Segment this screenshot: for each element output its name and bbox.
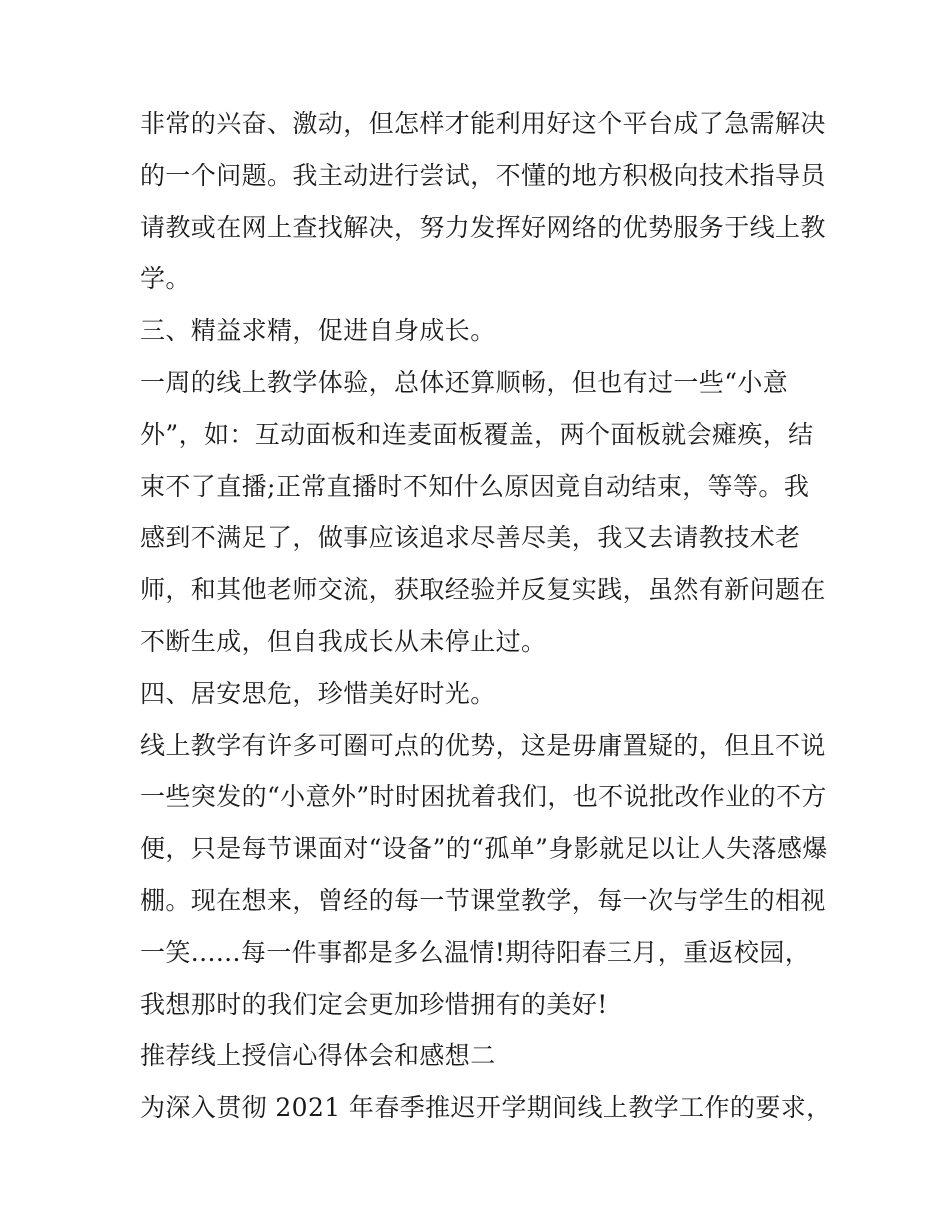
paragraph-line: 便，只是每节课面对“设备”的“孤单”身影就足以让人失落感爆 bbox=[140, 834, 828, 864]
section-heading: 四、居安思危，珍惜美好时光。 bbox=[140, 678, 496, 708]
paragraph-line: 我想那时的我们定会更加珍惜拥有的美好! bbox=[140, 989, 608, 1019]
section-heading: 三、精益求精，促进自身成长。 bbox=[140, 316, 496, 346]
paragraph-line: 非常的兴奋、激动，但怎样才能利用好这个平台成了急需解决 bbox=[140, 109, 826, 138]
paragraph-line: 学。 bbox=[140, 264, 191, 294]
paragraph-line: 一些突发的“小意外”时时困扰着我们，也不说批改作业的不方 bbox=[140, 782, 827, 812]
paragraph-line: 感到不满足了，做事应该追求尽善尽美，我又去请教技术老 bbox=[140, 523, 801, 553]
paragraph-line: 一周的线上教学体验，总体还算顺畅，但也有过一些“小意 bbox=[140, 367, 789, 397]
paragraph-line: 不断生成，但自我成长从未停止过。 bbox=[140, 626, 547, 656]
paragraph-line: 请教或在网上查找解决，努力发挥好网络的优势服务于线上教 bbox=[140, 212, 826, 242]
paragraph-line: 师，和其他老师交流，获取经验并反复实践，虽然有新问题在 bbox=[140, 575, 826, 605]
paragraph-line: 一笑......每一件事都是多么温情!期待阳春三月，重返校园， bbox=[140, 937, 811, 967]
paragraph-line: 外”，如：互动面板和连麦面板覆盖，两个面板就会瘫痪，结 bbox=[140, 419, 814, 449]
paragraph-line: 为深入贯彻 2021 年春季推迟开学期间线上教学工作的要求， bbox=[140, 1093, 832, 1123]
paragraph-line: 线上教学有许多可圈可点的优势，这是毋庸置疑的，但且不说 bbox=[140, 730, 826, 760]
paragraph-line: 束不了直播;正常直播时不知什么原因竟自动结束，等等。我 bbox=[140, 471, 810, 501]
document-body bbox=[140, 98, 832, 1134]
paragraph-line: 棚。现在想来，曾经的每一节课堂教学，每一次与学生的相视 bbox=[140, 885, 826, 915]
paragraph-line: 的一个问题。我主动进行尝试，不懂的地方积极向技术指导员 bbox=[140, 160, 826, 190]
article-title: 推荐线上授信心得体会和感想二 bbox=[140, 1041, 496, 1071]
